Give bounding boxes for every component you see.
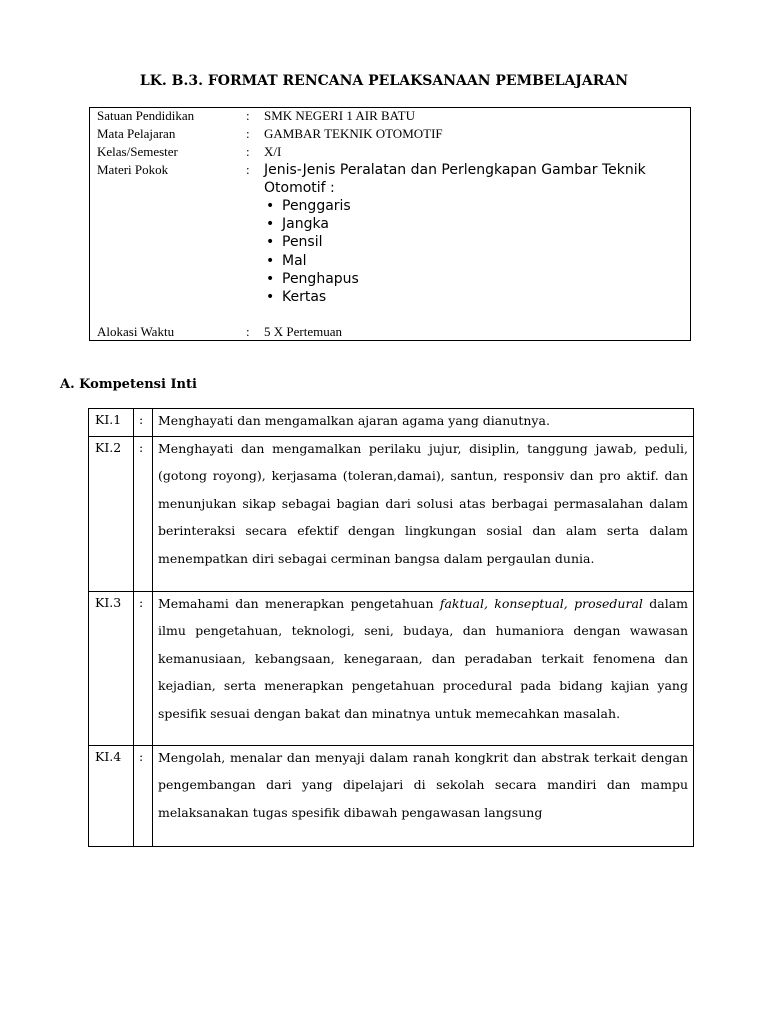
value-mata-pelajaran: GAMBAR TEKNIK OTOMOTIF — [264, 126, 443, 141]
value-materi-pokok: Jenis-Jenis Peralatan dan Perlengkapan Gambar Teknik Otomotif : — [264, 162, 646, 196]
list-item: • Penghapus — [266, 270, 359, 287]
bullet-icon: • — [266, 198, 275, 214]
table-row — [89, 592, 694, 746]
colon-satuan-pendidikan: : — [246, 108, 250, 123]
identity-box — [89, 107, 691, 341]
ki-colon: : — [139, 412, 144, 427]
bullet-icon: • — [266, 289, 275, 306]
document-title: LK. B.3. FORMAT RENCANA PELAKSANAAN PEMBELAJARAN — [139, 73, 629, 89]
kompetensi-inti-table — [88, 408, 694, 847]
ki-text: Menghayati dan mengamalkan perilaku jujur, disiplin, tanggung jawab, peduli, (gotong royong), kerjasama (toleran,damai), santun, responsiv dan pro aktif. dan menunjukan sikap sebagai bagian dari solusi atas berbagai permasalahan dalam berinteraksi secara efektif dengan lingkungan sosial dan alam serta dalam menempatkan diri sebagai cerminan bangsa dalam pergaulan dunia. — [158, 440, 688, 566]
bullet-icon: • — [266, 270, 275, 287]
bullet-icon: • — [266, 234, 275, 251]
label-satuan-pendidikan: Satuan Pendidikan — [97, 108, 195, 123]
list-item: • Mal — [266, 252, 307, 269]
ki-text: Memahami dan menerapkan pengetahuan faktual, konseptual, prosedural dalam ilmu pengetahuan, teknologi, seni, budaya, dan humaniora dengan wawasan kemanusiaan, kebangsaan, kenegaraan, dan peradaban terkait fenomena dan kejadian, serta menerapkan pengetahuan procedural pada bidang kajian yang spesifik sesuai dengan bakat dan minatnya untuk memecahkan masalah. — [158, 595, 688, 721]
ki-code: KI.1 — [95, 412, 122, 427]
label-mata-pelajaran: Mata Pelajaran — [97, 126, 176, 141]
colon-kelas-semester: : — [246, 144, 250, 159]
value-kelas-semester: X/I — [264, 144, 282, 159]
colon-mata-pelajaran: : — [246, 126, 250, 141]
ki-text-italic: faktual, konseptual, prosedural — [439, 595, 643, 611]
ki-colon: : — [139, 749, 144, 764]
table-row — [89, 746, 694, 847]
ki-text: Mengolah, menalar dan menyaji dalam ranah kongkrit dan abstrak terkait dengan pengembangan dari yang dipelajari di sekolah secara mandiri dan mampu melaksanakan tugas spesifik dibawah pengawasan langsung — [158, 749, 688, 820]
bullet-icon: • — [266, 252, 275, 269]
bullet-icon: • — [266, 216, 275, 233]
table-row — [89, 437, 694, 592]
label-kelas-semester: Kelas/Semester — [97, 144, 178, 159]
ki-colon: : — [139, 440, 144, 455]
value-alokasi-waktu: 5 X Pertemuan — [264, 324, 342, 339]
colon-alokasi-waktu: : — [246, 324, 250, 339]
list-item: • Penggaris — [266, 198, 351, 214]
ki-text: Menghayati dan mengamalkan ajaran agama yang dianutnya. — [158, 413, 550, 428]
label-alokasi-waktu: Alokasi Waktu — [97, 324, 175, 339]
list-item: • Kertas — [266, 289, 327, 306]
materi-list — [264, 197, 359, 306]
section-heading-kompetensi-inti: A. Kompetensi Inti — [60, 377, 197, 392]
ki-code: KI.4 — [95, 749, 122, 764]
label-materi-pokok: Materi Pokok — [97, 162, 169, 177]
value-satuan-pendidikan: SMK NEGERI 1 AIR BATU — [264, 108, 415, 123]
colon-materi-pokok: : — [246, 162, 250, 177]
ki-code: KI.2 — [95, 440, 122, 455]
ki-colon: : — [139, 595, 144, 610]
list-item: • Jangka — [266, 216, 329, 233]
ki-code: KI.3 — [95, 595, 122, 610]
list-item: • Pensil — [266, 234, 323, 251]
